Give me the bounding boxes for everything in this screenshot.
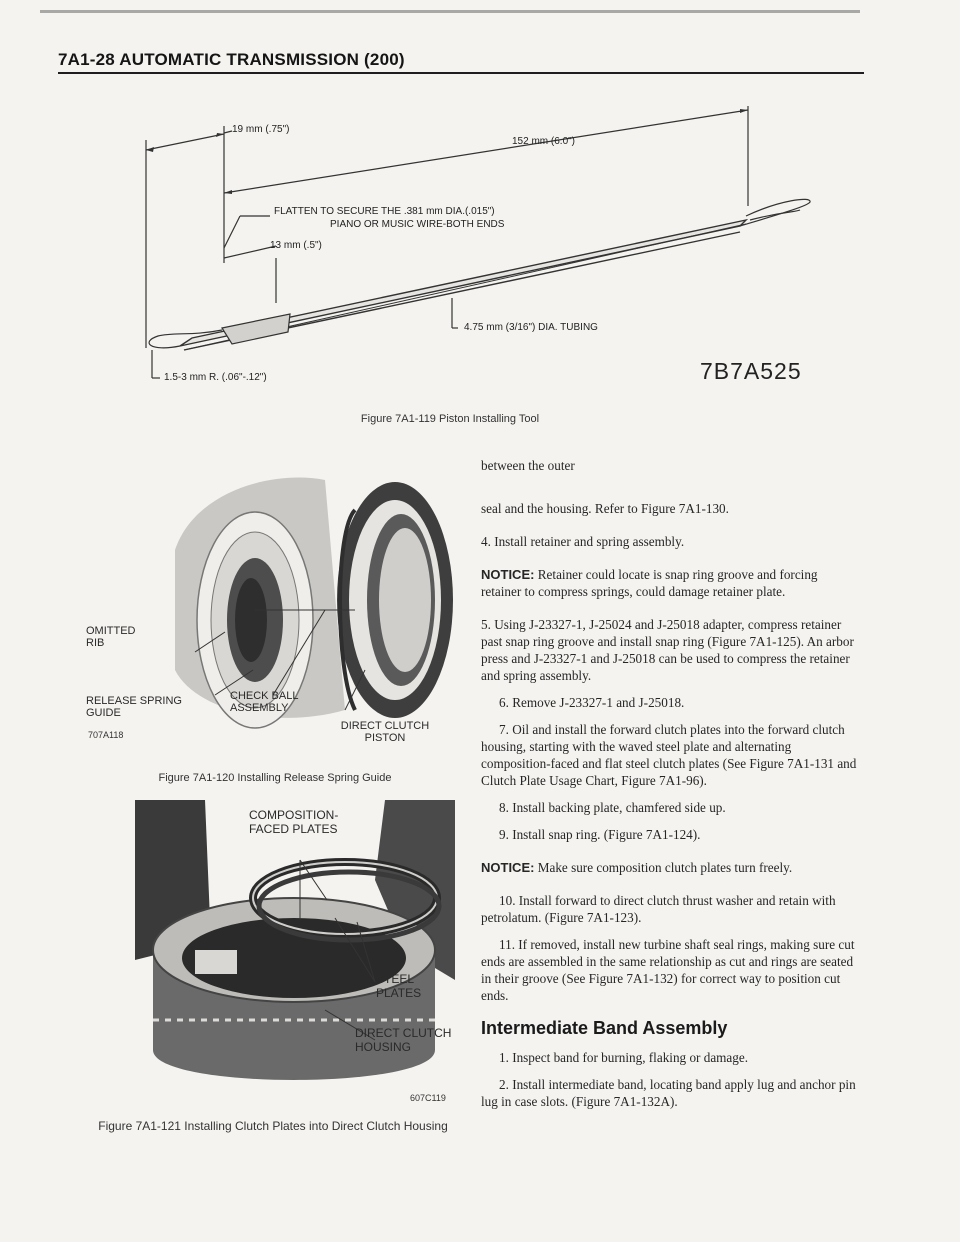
figure-caption-119: Figure 7A1-119 Piston Installing Tool (360, 413, 540, 425)
label-19mm: 19 mm (.75") (232, 124, 290, 135)
step-5: 5. Using J-23327-1, J-25024 and J-25018 adapter, compress retainer past snap ring groove and install snap ring (Figure 7A1-125). An arbor press and J-23327-1 and J-25018 can be used to compress the retainer and spring assembly. (481, 617, 854, 683)
figure-code: 707A118 (88, 730, 124, 740)
label-check-ball-assembly: CHECK BALL ASSEMBLY (230, 690, 299, 714)
figure-piston-installing-tool (140, 88, 840, 388)
section-heading: Intermediate Band Assembly (481, 1018, 728, 1038)
notice-1 (481, 566, 859, 600)
notice-label: NOTICE: (481, 567, 535, 582)
figure-code: 607C119 (410, 1093, 446, 1103)
figure-code: 7B7A525 (700, 358, 802, 384)
label-radius: 1.5-3 mm R. (.06"-.12") (164, 372, 267, 383)
figure-caption-121: Figure 7A1-121 Installing Clutch Plates into Direct Clutch Housing (98, 1119, 448, 1133)
notice-2 (481, 859, 859, 876)
label-composition-faced-plates: COMPOSITION-FACED PLATES (249, 808, 339, 836)
paragraph: seal and the housing. Refer to Figure 7A1-130. (481, 501, 729, 516)
body-text-column (481, 457, 859, 1110)
label-flatten-line2: PIANO OR MUSIC WIRE-BOTH ENDS (330, 219, 505, 230)
label-release-spring-guide: RELEASE SPRING GUIDE (86, 695, 182, 719)
step-9: 9. Install snap ring. (Figure 7A1-124). (499, 827, 701, 842)
notice-label: NOTICE: (481, 860, 535, 875)
paragraph: between the outer (481, 458, 575, 473)
label-13mm: 13 mm (.5") (270, 240, 322, 251)
step-6: 6. Remove J-23327-1 and J-25018. (499, 695, 685, 710)
label-152mm: 152 mm (6.0") (512, 136, 576, 147)
scan-top-rule (40, 10, 860, 13)
step-7: 7. Oil and install the forward clutch plates into the forward clutch housing, starting with the waved steel plate and alternating composition-faced and flat steel clutch plates (See Figure 7A1-131 and Clutch Plate Usage Chart, Figure 7A1-96). (481, 722, 857, 788)
step-10: 10. Install forward to direct clutch thrust washer and retain with petrolatum. (Figure 7A1-123). (481, 893, 836, 925)
label-flatten-line1: FLATTEN TO SECURE THE .381 mm DIA.(.015") (274, 206, 495, 217)
band-step-2: 2. Install intermediate band, locating band apply lug and anchor pin lug in case slots. (Figure 7A1-132A). (481, 1077, 856, 1109)
band-step-1: 1. Inspect band for burning, flaking or damage. (499, 1050, 749, 1065)
figure-caption-120: Figure 7A1-120 Installing Release Spring Guide (158, 772, 392, 784)
label-steel-plates: STEEL PLATES (376, 972, 422, 1000)
header-rule (58, 72, 864, 74)
step-8: 8. Install backing plate, chamfered side up. (499, 800, 726, 815)
label-omitted-rib: OMITTED RIB (86, 625, 136, 649)
notice-text: Retainer could locate is snap ring groove and forcing retainer to compress springs, could damage retainer plate. (481, 567, 818, 599)
label-tubing: 4.75 mm (3/16") DIA. TUBING (464, 322, 598, 333)
label-direct-clutch-piston: DIRECT CLUTCH PISTON (340, 720, 430, 744)
step-4: 4. Install retainer and spring assembly. (481, 534, 685, 549)
notice-text: Make sure composition clutch plates turn freely. (534, 860, 793, 875)
page-header: 7A1-28 AUTOMATIC TRANSMISSION (200) (58, 50, 405, 69)
label-direct-clutch-housing: DIRECT CLUTCH HOUSING (355, 1026, 452, 1054)
step-11: 11. If removed, install new turbine shaft seal rings, making sure cut ends are assembled in the same relationship as cut and rings are seated in their groove (See Figure 7A1-132) for correct way to position cut ends. (481, 937, 855, 1003)
